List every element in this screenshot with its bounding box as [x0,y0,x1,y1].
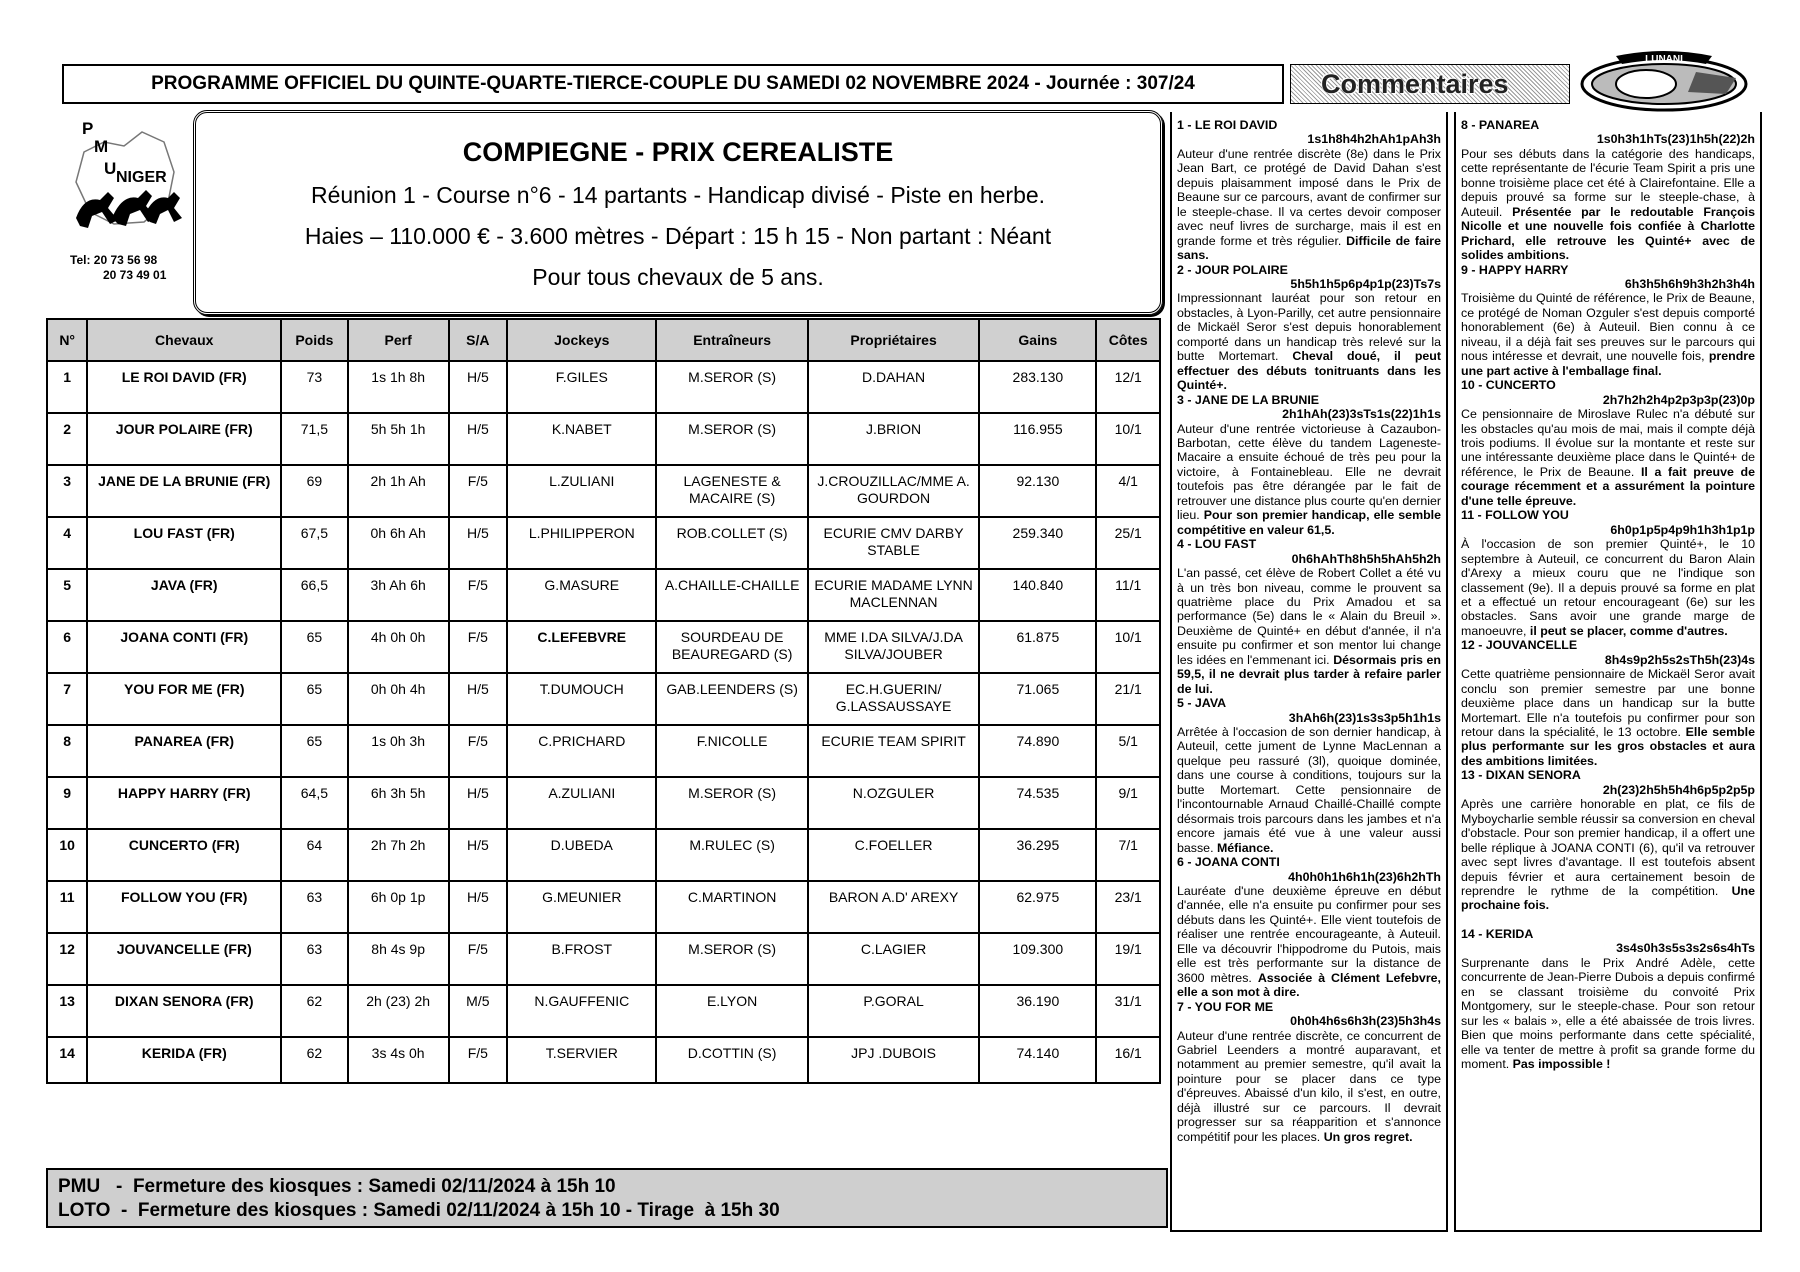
comments-header [1290,64,1570,104]
cell-proprietaire: N.OZGULER [808,777,980,829]
comment-text [1177,884,1441,1000]
cell-entraineur: D.COTTIN (S) [656,1037,807,1083]
cell-gains: 36.190 [979,985,1096,1037]
cell-numero: 4 [47,517,87,569]
cell-cheval: LE ROI DAVID (FR) [87,361,281,413]
cell-cote: 12/1 [1096,361,1160,413]
telephone-block [70,253,190,283]
cell-cheval: KERIDA (FR) [87,1037,281,1083]
race-info-box [193,110,1163,315]
comment-entry [1177,1000,1441,1145]
cell-proprietaire: BARON A.D' AREXY [808,881,980,933]
cell-perf: 0h 0h 4h [348,673,449,725]
comment-musique: 6h3h5h6h9h3h2h3h4h [1624,276,1755,291]
cell-poids: 67,5 [281,517,348,569]
comment-verdict: Désormais pris en 59,5, il ne devrait plus tarder à refaire parler de lui. [1177,652,1442,696]
cell-cheval: FOLLOW YOU (FR) [87,881,281,933]
table-row [47,777,1160,829]
comment-musique: 0h6hAhTh8h5h5hAh5h2h [1291,551,1441,566]
cell-jockey: C.LEFEBVRE [507,621,656,673]
cell-cheval: YOU FOR ME (FR) [87,673,281,725]
comment-verdict: Elle semble plus performante sur les gros obstacles et aura des ambitions limitées. [1461,725,1755,768]
table-body [47,361,1160,1083]
comment-body: Impressionnant lauréat pour son retour en obstacles, à Lyon-Parilly, cet autre pensionnaire de Mickaël Seror s'est depuis honorablement comporté dans un handicap très relevé sur la butte Mortemart. [1177,291,1441,364]
cell-poids: 69 [281,465,348,517]
cell-jockey: T.DUMOUCH [507,673,656,725]
cell-cheval: JANE DE LA BRUNIE (FR) [87,465,281,517]
comments-label: Commentaires [1321,68,1509,99]
cell-jockey: G.MASURE [507,569,656,621]
comment-entry [1177,855,1441,1000]
cell-perf: 0h 6h Ah [348,517,449,569]
comment-entry [1177,537,1441,696]
comment-entry [1461,768,1755,913]
logo-letter-m: M [94,137,109,156]
cell-poids: 62 [281,985,348,1037]
comment-verdict: Cheval doué, il peut effectuer des débuts tonitruants dans les Quinté+. [1177,349,1441,393]
cell-cote: 21/1 [1096,673,1160,725]
comment-musique: 6h0p1p5p4p9h1h3h1p1p [1610,522,1755,537]
comment-body: Auteur d'une rentrée discrète, ce concurrent de Gabriel Leenders a montré auparavant, et notamment au premier semestre, qu'il avait la pointure pour se placer dans ce type d'épreuves. Abaissé d'un kilo, il s'est, en outre, déjà illustré sur ce parcours. Il devrait progresser sur sa réapparition et s'annonce compétitif pour les places. [1177,1028,1441,1144]
cell-cheval: JAVA (FR) [87,569,281,621]
comment-body: Après une carrière honorable en plat, ce fils de Myboycharlie semble réussir sa conversion en cheval d'obstacle. Pour son premier handicap, il a offert une belle réplique à JOANA CONTI (6), qu'il va retrouver avec sept livres d'avantage. Il est toutefois absent depuis février et aura certainement besoin de reprendre le rythme de la compétition. [1461,797,1755,899]
comment-body: Auteur d'une rentrée discrète (8e) dans le Prix Jean Bart, ce protégé de David Dahan s'est depuis plaisamment imposé dans le Prix de Beaune sur ce parcours, avant de confirmer sur le steeple-chase. Il va certes devoir composer avec neuf livres de surcharge, mais il est en grande forme et très régulier. [1177,146,1441,248]
cell-poids: 66,5 [281,569,348,621]
comment-verdict: Pas impossible ! [1512,1057,1611,1071]
cell-perf: 6h 0p 1p [348,881,449,933]
cell-gains: 74.140 [979,1037,1096,1083]
cell-sexe-age: F/5 [449,1037,508,1083]
cell-poids: 65 [281,725,348,777]
cell-jockey: K.NABET [507,413,656,465]
cell-proprietaire: EC.H.GUERIN/ G.LASSAUSSAYE [808,673,980,725]
cell-entraineur: M.RULEC (S) [656,829,807,881]
cell-perf: 8h 4s 9p [348,933,449,985]
cell-sexe-age: M/5 [449,985,508,1037]
cell-jockey: B.FROST [507,933,656,985]
cell-cheval: PANAREA (FR) [87,725,281,777]
cell-proprietaire: MME I.DA SILVA/J.DA SILVA/JOUBER [808,621,980,673]
comment-verdict: prendre une part active à l'emballage final. [1461,349,1755,378]
cell-cote: 5/1 [1096,725,1160,777]
comment-entry [1461,927,1755,1072]
comment-musique: 8h4s9p2h5s2sTh5h(23)4s [1604,652,1755,667]
cell-perf: 2h 7h 2h [348,829,449,881]
race-line-2: Haies – 110.000 € - 3.600 mètres - Départ : 15 h 15 - Non partant : Néant [304,223,1052,249]
cell-numero: 10 [47,829,87,881]
cell-numero: 6 [47,621,87,673]
comment-horse-name: 2 - JOUR POLAIRE [1177,262,1288,277]
cell-poids: 62 [281,1037,348,1083]
cell-sexe-age: H/5 [449,777,508,829]
comment-entry [1461,508,1755,638]
cell-proprietaire: C.FOELLER [808,829,980,881]
cell-jockey: F.GILES [507,361,656,413]
cell-sexe-age: F/5 [449,569,508,621]
cell-entraineur: M.SEROR (S) [656,361,807,413]
table-row [47,361,1160,413]
comment-musique: 4h0h0h1h6h1h(23)6h2hTh [1288,869,1441,884]
table-row [47,517,1160,569]
comment-verdict: Difficile de faire sans. [1177,233,1442,263]
comment-text [1461,797,1755,913]
comment-body: Ce pensionnaire de Miroslave Rulec n'a débuté sur les obstacles qu'au mois de mai, mais il compte déjà trois podiums. Il évolue sur la montante et reste sur une intéressante deuxième place dans le Quinté+ de référence, le Prix de Beaune. [1461,407,1755,479]
cell-gains: 140.840 [979,569,1096,621]
comment-text [1177,1029,1441,1145]
comment-horse-name: 7 - YOU FOR ME [1177,999,1274,1014]
cell-gains: 61.875 [979,621,1096,673]
cell-cote: 25/1 [1096,517,1160,569]
comment-body: Arrêtée à l'occasion de son dernier handicap, à Auteuil, cette jument de Lynne MacLennan a quelque peu rassuré (3l), quoique dominée, dans une course à conditions, toujours sur la butte Mortemart. Cette pensionnaire de l'incontournable Arnaud Chaillé-Chaillé compte désormais trois parcours dans les jambes et n'a encore jamais été vue à une valeur aussi basse. [1177,725,1441,855]
comment-text [1461,407,1755,508]
cell-jockey: L.PHILIPPERON [507,517,656,569]
comment-verdict: il peut se placer, comme d'autres. [1529,623,1728,638]
cell-numero: 9 [47,777,87,829]
header-gains: Gains [979,319,1096,361]
cell-proprietaire: ECURIE CMV DARBY STABLE [808,517,980,569]
cell-sexe-age: F/5 [449,621,508,673]
comment-musique: 2h7h2h2h4p2p3p3p(23)0p [1602,392,1755,407]
cell-numero: 13 [47,985,87,1037]
comment-entry [1177,696,1441,855]
cell-entraineur: F.NICOLLE [656,725,807,777]
table-row [47,569,1160,621]
cell-proprietaire: P.GORAL [808,985,980,1037]
cell-gains: 74.890 [979,725,1096,777]
cell-cote: 7/1 [1096,829,1160,881]
comment-entry [1461,378,1755,508]
cell-jockey: D.UBEDA [507,829,656,881]
cell-cote: 4/1 [1096,465,1160,517]
logo-letter-u: U [104,159,117,178]
comment-horse-name: 12 - JOUVANCELLE [1461,638,1578,653]
kiosk-loto-line: LOTO - Fermeture des kiosques : Samedi 02/11/2024 à 15h 10 - Tirage à 15h 30 [58,1200,780,1221]
comment-text [1461,291,1755,378]
comment-horse-name: 5 - JAVA [1177,696,1227,711]
cell-numero: 1 [47,361,87,413]
cell-sexe-age: H/5 [449,673,508,725]
comment-horse-name: 3 - JANE DE LA BRUNIE [1177,392,1320,407]
cell-cheval: HAPPY HARRY (FR) [87,777,281,829]
cell-cote: 16/1 [1096,1037,1160,1083]
cell-jockey: C.PRICHARD [507,725,656,777]
cell-proprietaire: JPJ .DUBOIS [808,1037,980,1083]
cell-perf: 3h Ah 6h [348,569,449,621]
race-line-3: Pour tous chevaux de 5 ans. [532,264,824,290]
comment-musique: 0h0h4h6s6h3h(23)5h3h4s [1290,1014,1441,1029]
cell-jockey: G.MEUNIER [507,881,656,933]
table-row [47,725,1160,777]
table-row [47,673,1160,725]
cell-entraineur: E.LYON [656,985,807,1037]
cell-perf: 3s 4s 0h [348,1037,449,1083]
cell-perf: 2h (23) 2h [348,985,449,1037]
comment-entry [1177,263,1441,393]
telephone-line-1: Tel: 20 73 56 98 [70,253,158,267]
comment-text [1177,566,1441,696]
cell-gains: 36.295 [979,829,1096,881]
cell-poids: 63 [281,881,348,933]
cell-poids: 65 [281,621,348,673]
comment-verdict: Il a fait preuve de courage récemment et a assurément la pointure d'une telle épreuve. [1461,464,1755,508]
comment-horse-name: 8 - PANAREA [1461,118,1540,132]
cell-gains: 259.340 [979,517,1096,569]
comment-musique: 3s4s0h3s5s3s2s6s4hTs [1616,941,1755,956]
comment-body: Troisième du Quinté de référence, le Prix de Beaune, ce protégé de Noman Ozguler s'est depuis comporté honorablement (6e) à Auteuil. Bien connu à ce niveau, il a déjà fait ses preuves sur le parcours qui nous intéresse et devrait, une nouvelle fois, [1461,291,1755,364]
header-numero: N° [47,319,87,361]
comment-text [1177,147,1441,263]
cell-jockey: N.GAUFFENIC [507,985,656,1037]
table-row [47,985,1160,1037]
cell-gains: 71.065 [979,673,1096,725]
cell-cote: 10/1 [1096,621,1160,673]
cell-proprietaire: J.CROUZILLAC/MME A. GOURDON [808,465,980,517]
cell-numero: 2 [47,413,87,465]
cell-cheval: JOUR POLAIRE (FR) [87,413,281,465]
comment-musique: 1s1h8h4h2hAh1pAh3h [1307,132,1441,147]
cell-sexe-age: H/5 [449,881,508,933]
cell-proprietaire: ECURIE MADAME LYNN MACLENNAN [808,569,980,621]
partants-table [46,318,1161,1084]
header-perf: Perf [348,319,449,361]
comment-body: Auteur d'une rentrée victorieuse à Cazaubon-Barbotan, cette élève du tandem Lageneste-Macaire a ensuite échoué de très peu pour la victoire, à Fontainebleau. Elle ne devrait toutefois pas être dérangée par le fait de retrouver une distance plus courte qu'en dernier lieu. [1177,421,1441,523]
comment-text [1461,537,1755,638]
cell-entraineur: A.CHAILLE-CHAILLE [656,569,807,621]
comment-verdict: Un gros regret. [1323,1129,1413,1144]
comment-entry [1461,118,1755,263]
comment-body: Cette quatrième pensionnaire de Mickaël Seror avait conclu son premier semestre par une bonne deuxième place dans un handicap sur la butte Mortemart. Elle n'a toutefois pu confirmer pour son retour dans la spécialité, le 13 octobre. [1461,667,1755,740]
cell-cheval: JOANA CONTI (FR) [87,621,281,673]
table-row [47,465,1160,517]
program-title-bar [62,64,1284,104]
header-entraineurs: Entraîneurs [656,319,807,361]
comment-horse-name: 11 - FOLLOW YOU [1461,508,1569,523]
header-cotes: Côtes [1096,319,1160,361]
cell-sexe-age: F/5 [449,933,508,985]
cell-numero: 7 [47,673,87,725]
comment-horse-name: 10 - CUNCERTO [1461,378,1556,393]
cell-entraineur: SOURDEAU DE BEAUREGARD (S) [656,621,807,673]
cell-gains: 116.955 [979,413,1096,465]
cell-proprietaire: C.LAGIER [808,933,980,985]
comment-musique: 5h5h1h5p6p4p1p(23)Ts7s [1290,276,1441,291]
cell-entraineur: C.MARTINON [656,881,807,933]
comment-verdict: Associée à Clément Lefebvre, elle a son mot à dire. [1177,970,1441,1000]
cell-entraineur: GAB.LEENDERS (S) [656,673,807,725]
cell-cheval: DIXAN SENORA (FR) [87,985,281,1037]
cell-poids: 65 [281,673,348,725]
comment-entry [1177,118,1441,263]
program-title: PROGRAMME OFFICIEL DU QUINTE-QUARTE-TIERCE-COUPLE DU SAMEDI 02 NOVEMBRE 2024 - Journée : 307/24 [151,73,1195,94]
cell-gains: 92.130 [979,465,1096,517]
comment-horse-name: 1 - LE ROI DAVID [1177,118,1278,132]
race-line-1: Réunion 1 - Course n°6 - 14 partants - Handicap divisé - Piste en herbe. [310,182,1046,208]
comment-horse-name: 6 - JOANA CONTI [1177,855,1280,870]
cell-numero: 11 [47,881,87,933]
comment-text [1461,147,1755,263]
comment-verdict: Une prochaine fois. [1461,884,1755,913]
cell-sexe-age: F/5 [449,725,508,777]
cell-poids: 73 [281,361,348,413]
kiosk-pmu-line: PMU - Fermeture des kiosques : Samedi 02/11/2024 à 15h 10 [58,1176,616,1197]
cell-sexe-age: H/5 [449,413,508,465]
lunani-logo [1576,48,1752,114]
header-sa: S/A [449,319,508,361]
cell-numero: 5 [47,569,87,621]
cell-entraineur: ROB.COLLET (S) [656,517,807,569]
cell-sexe-age: F/5 [449,465,508,517]
comment-horse-name: 13 - DIXAN SENORA [1461,768,1581,783]
cell-cote: 19/1 [1096,933,1160,985]
comment-text [1177,291,1441,392]
header-chevaux: Chevaux [87,319,281,361]
comments-column-left [1170,112,1448,1232]
cell-entraineur: M.SEROR (S) [656,413,807,465]
telephone-line-2: 20 73 49 01 [103,268,167,282]
cell-poids: 71,5 [281,413,348,465]
logo-letter-p: P [82,119,94,138]
cell-sexe-age: H/5 [449,829,508,881]
comment-text [1461,667,1755,768]
cell-sexe-age: H/5 [449,361,508,413]
comment-horse-name: 9 - HAPPY HARRY [1461,262,1569,277]
cell-cote: 23/1 [1096,881,1160,933]
comment-verdict: Présentée par le redoutable François Nicolle et une nouvelle fois confiée à Charlotte Prichard, elle retrouve les Quinté+ avec de solides ambitions. [1461,204,1755,263]
comment-horse-name: 4 - LOU FAST [1177,537,1257,552]
cell-sexe-age: H/5 [449,517,508,569]
comment-body: L'an passé, cet élève de Robert Collet a été vu à un très bon niveau, comme le prouvent sa quatrième place du Prix Amadou et sa performance (5e) dans le « Alain du Breuil ». Deuxième de Quinté+ en début d'année, il n'a ensuite pu confirmer et son mentor lui change les idées en l'emmenant ici. [1177,566,1441,667]
cell-proprietaire: J.BRION [808,413,980,465]
table-header-row [47,319,1160,361]
cell-cheval: LOU FAST (FR) [87,517,281,569]
comment-entry [1461,638,1755,768]
table-row [47,881,1160,933]
cell-perf: 1s 0h 3h [348,725,449,777]
lunani-text: LUNANI [1645,54,1683,65]
header-poids: Poids [281,319,348,361]
cell-perf: 4h 0h 0h [348,621,449,673]
table-row [47,829,1160,881]
cell-gains: 62.975 [979,881,1096,933]
comment-musique: 1s0h3h1hTs(23)1h5h(22)2h [1596,132,1755,147]
cell-cote: 10/1 [1096,413,1160,465]
comment-horse-name: 14 - KERIDA [1461,926,1534,941]
cell-cheval: JOUVANCELLE (FR) [87,933,281,985]
table-row [47,413,1160,465]
cell-jockey: T.SERVIER [507,1037,656,1083]
cell-cote: 11/1 [1096,569,1160,621]
cell-entraineur: M.SEROR (S) [656,777,807,829]
comment-verdict: Pour son premier handicap, elle semble compétitive en valeur 61,5. [1177,508,1441,537]
cell-gains: 74.535 [979,777,1096,829]
comment-text [1177,725,1441,855]
comment-body: Surprenante dans le Prix André Adèle, cette concurrente de Jean-Pierre Dubois a depuis confirmé en se classant troisième du convoité Prix Montgomery, sur le steeple-chase. Pour son retour sur les « balais », elle a été abaissée de trois livres. Bien que moins performante dans cette spécialité, elle va tenter de mettre à profit sa grande forme du moment. [1461,955,1755,1071]
table-row [47,933,1160,985]
cell-jockey: L.ZULIANI [507,465,656,517]
cell-poids: 64,5 [281,777,348,829]
comment-verdict: Méfiance. [1216,840,1274,855]
cell-poids: 63 [281,933,348,985]
cell-cote: 9/1 [1096,777,1160,829]
comment-musique: 2h1hAh(23)3sTs1s(22)1h1s [1282,407,1441,422]
cell-proprietaire: ECURIE TEAM SPIRIT [808,725,980,777]
comment-body: Lauréate d'une deuxième épreuve en début d'année, elle n'a ensuite pu confirmer pour ses débuts dans les Quinté+. Elle vient toutefois de réaliser une rentrée encourageante, à Auteuil. Elle va découvrir l'hippodrome du Putois, mais elle est très performante sur la distance de 3600 mètres. [1177,884,1441,985]
header-proprietaires: Propriétaires [808,319,980,361]
cell-perf: 2h 1h Ah [348,465,449,517]
cell-entraineur: M.SEROR (S) [656,933,807,985]
cell-perf: 1s 1h 8h [348,361,449,413]
cell-numero: 14 [47,1037,87,1083]
comment-musique: 2h(23)2h5h5h4h6p5p2p5p [1602,782,1755,797]
cell-perf: 6h 3h 5h [348,777,449,829]
comment-body: Pour ses débuts dans la catégorie des handicaps, cette représentante de l'écurie Team Spirit a pris une bonne troisième place cet été à Clairefontaine. Elle a depuis prouvé sa forme sur le steeple-chase, à Auteuil. [1461,146,1755,219]
comment-body: À l'occasion de son premier Quinté+, le 10 septembre à Auteuil, ce concurrent du Baron Alain d'Arexy a mieux couru que ne l'indique son classement (9e). Il a depuis prouvé sa forme en plat et a effectué un retour encourageant (6e) sur les obstacles. Sans avoir une grande marge de manoeuvre, [1461,537,1755,638]
cell-numero: 3 [47,465,87,517]
cell-entraineur: LAGENESTE & MACAIRE (S) [656,465,807,517]
table-row [47,1037,1160,1083]
comment-text [1461,956,1755,1072]
cell-jockey: A.ZULIANI [507,777,656,829]
cell-numero: 8 [47,725,87,777]
kiosk-closing-box [46,1168,1168,1228]
cell-proprietaire: D.DAHAN [808,361,980,413]
comments-column-right [1454,112,1762,1232]
cell-gains: 283.130 [979,361,1096,413]
cell-cheval: CUNCERTO (FR) [87,829,281,881]
cell-perf: 5h 5h 1h [348,413,449,465]
header-jockeys: Jockeys [507,319,656,361]
logo-brand: NIGER [116,169,167,186]
cell-gains: 109.300 [979,933,1096,985]
race-title: COMPIEGNE - PRIX CEREALISTE [462,137,894,167]
table-row [47,621,1160,673]
comment-text [1177,422,1441,538]
cell-numero: 12 [47,933,87,985]
comment-musique: 3hAh6h(23)1s3s3p5h1h1s [1288,710,1441,725]
comment-entry [1461,263,1755,379]
cell-poids: 64 [281,829,348,881]
comment-entry [1177,393,1441,538]
cell-cote: 31/1 [1096,985,1160,1037]
